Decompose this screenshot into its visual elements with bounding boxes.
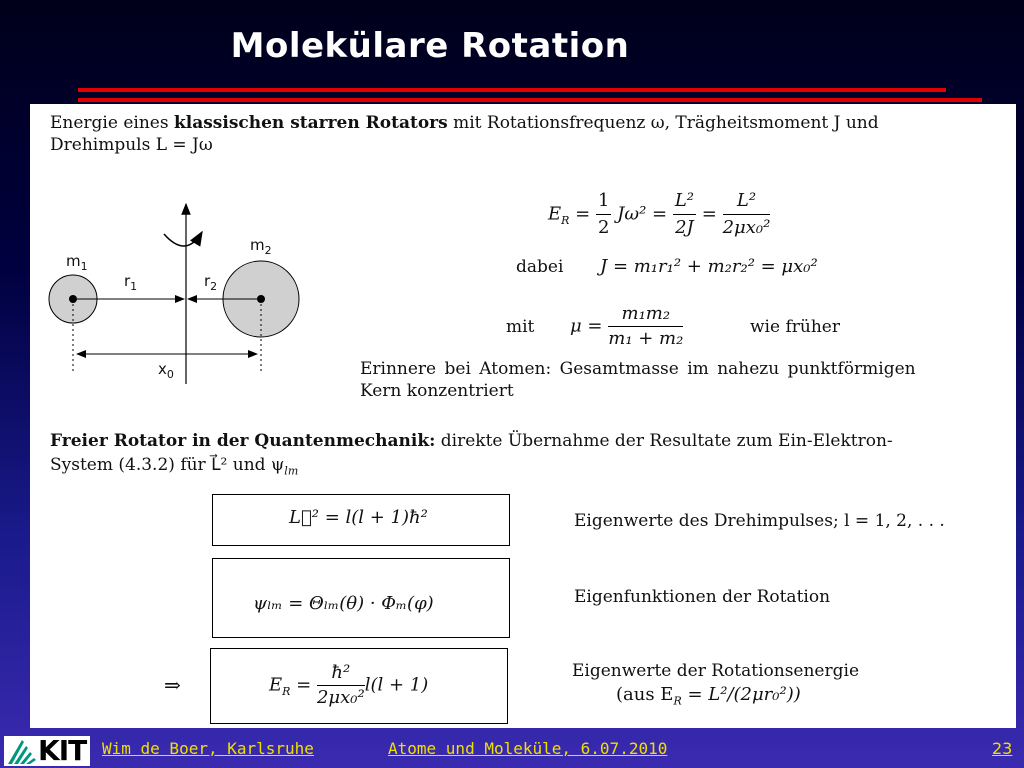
title-underline-bottom <box>78 98 982 102</box>
inertia-equation: J = m₁r₁² + m₂r₂² = μx₀² <box>600 256 818 277</box>
quantum-line-2: System (4.3.2) für L⃗² und $\psi_{lm}$ <box>50 455 299 478</box>
label-r1: $r_1$ <box>124 272 138 293</box>
intro-text-rest: mit Rotationsfrequenz ω, Trägheitsmoment J und <box>447 113 879 133</box>
intro-text: Energie eines <box>50 113 174 133</box>
formula-box-eigenfunctions: ψₗₘ = Θₗₘ(θ) · Φₘ(φ) <box>212 558 510 638</box>
rotator-diagram <box>44 194 334 394</box>
mit-label: mit <box>506 317 535 337</box>
intro-line-1 <box>50 112 879 134</box>
wie-frueher-label: wie früher <box>750 317 840 337</box>
label-m2: $m_2$ <box>250 236 272 257</box>
kit-logo: KIT <box>4 736 90 766</box>
desc-eigenfunctions: Eigenfunktionen der Rotation <box>574 587 831 607</box>
label-r2: $r_2$ <box>204 272 218 293</box>
desc-angular-momentum: Eigenwerte des Drehimpulses; l = 1, 2, . . . <box>574 511 945 531</box>
footer-course-link[interactable]: Atome und Moleküle, 6.07.2010 <box>388 739 668 758</box>
footer-author-link[interactable]: Wim de Boer, Karlsruhe <box>102 739 314 758</box>
slide-content <box>30 104 1016 728</box>
label-m1: $m_1$ <box>66 252 88 273</box>
formula-box-rotation-energy: $E_R$ = $\frac{\text{ħ²}}{\text{2μx₀²}}$ l(l + 1) <box>210 648 508 724</box>
title-underline-top <box>78 88 946 92</box>
reminder-line-2: Kern konzentriert <box>360 381 514 401</box>
reminder-line-1: Erinnere bei Atomen: Gesamtmasse im nahezu punktförmigen <box>360 359 916 379</box>
implies-arrow: ⇒ <box>164 673 181 697</box>
footer-page-number[interactable]: 23 <box>992 739 1013 758</box>
quantum-line-1: Freier Rotator in der Quantenmechanik: direkte Übernahme der Resultate zum Ein-Elektron- <box>50 431 893 451</box>
label-x0: $x_0$ <box>158 360 174 381</box>
page-title: Molekülare Rotation <box>230 26 630 66</box>
energy-equation: $E_R$ = $\frac{1}{2}$ Jω² = $\frac{\text{L²}}{2J}$ = $\frac{\text{L²}}{\text{2μx₀²}}$ <box>548 190 771 238</box>
dabei-label: dabei <box>516 257 564 277</box>
intro-bold-term: klassischen starren Rotators <box>173 113 448 133</box>
desc-rotation-energy-source: (aus $E_R = L^2/(2\mu r_0^2)$) <box>616 684 801 708</box>
intro-line-2: Drehimpuls L = Jω <box>50 135 213 155</box>
desc-rotation-energy: Eigenwerte der Rotationsenergie <box>572 661 859 681</box>
footer <box>0 734 1024 768</box>
formula-box-angular-momentum: L⃗² = l(l + 1)ħ² <box>212 494 510 546</box>
kit-logo-icon <box>6 736 40 766</box>
reduced-mass-equation: μ = $\frac{\text{m₁m₂}}{\text{m₁ + m₂}}$ <box>570 303 684 349</box>
